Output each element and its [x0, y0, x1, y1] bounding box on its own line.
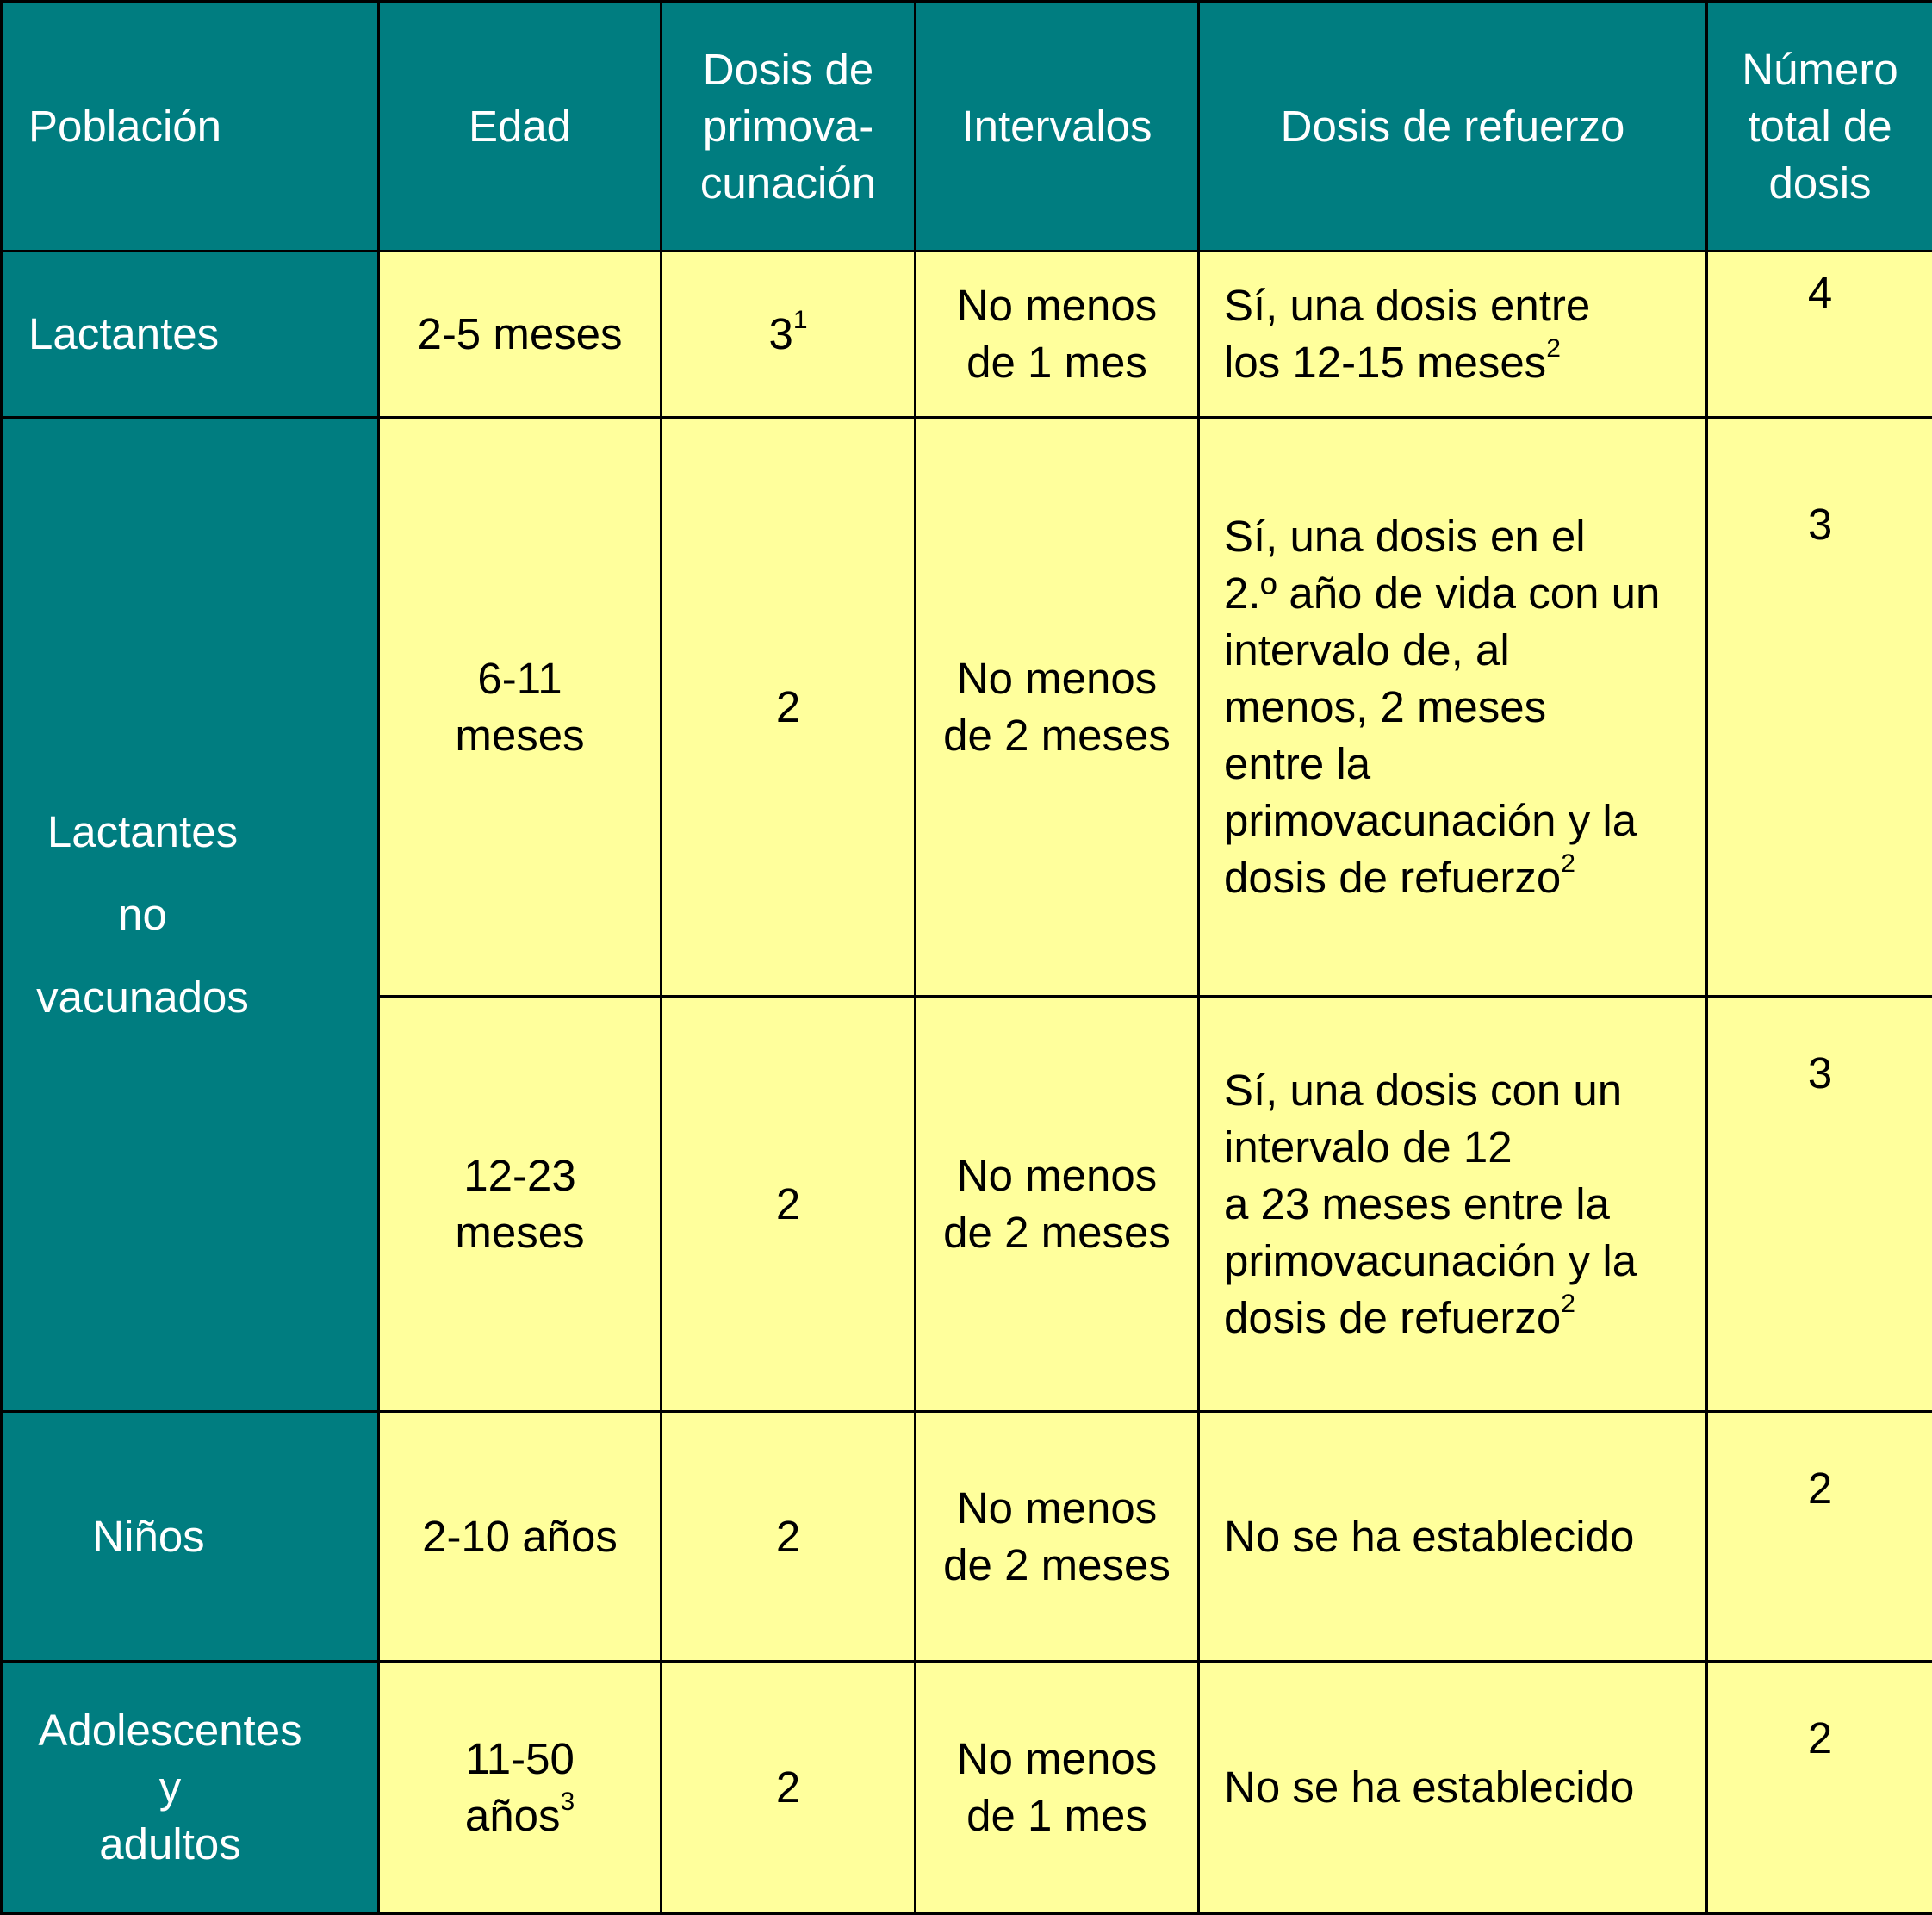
booster-cell	[1199, 252, 1707, 418]
interval-cell: No menos de 2 meses	[916, 997, 1199, 1412]
primary-doses-cell: 2	[662, 418, 916, 997]
primary-doses-value: 3	[768, 309, 792, 358]
age-cell: 2-10 años	[379, 1412, 662, 1662]
header-row	[2, 2, 1932, 252]
population-cell: Lactantes	[2, 252, 379, 418]
age-cell: 2-5 meses	[379, 252, 662, 418]
table-row	[2, 252, 1932, 418]
interval-cell: No menos de 1 mes	[916, 1662, 1199, 1914]
booster-cell: No se ha establecido	[1199, 1412, 1707, 1662]
header-total: Número total de dosis	[1707, 2, 1932, 252]
population-cell: Niños	[2, 1412, 379, 1662]
total-doses-cell: 3	[1707, 997, 1932, 1412]
population-cell: Lactantes no vacunados	[2, 418, 379, 1412]
interval-cell: No menos de 2 meses	[916, 418, 1199, 997]
table-row	[2, 418, 1932, 997]
header-intervalos: Intervalos	[916, 2, 1199, 252]
age-cell: 6-11 meses	[379, 418, 662, 997]
header-refuerzo: Dosis de refuerzo	[1199, 2, 1707, 252]
total-doses-cell: 2	[1707, 1412, 1932, 1662]
interval-cell: No menos de 2 meses	[916, 1412, 1199, 1662]
primary-doses-cell: 2	[662, 997, 916, 1412]
footnote-marker: 2	[1561, 1290, 1575, 1318]
footnote-marker: 2	[1561, 849, 1575, 878]
footnote-marker: 1	[793, 306, 808, 334]
age-cell	[379, 1662, 662, 1914]
age-cell: 12-23 meses	[379, 997, 662, 1412]
total-doses-cell: 2	[1707, 1662, 1932, 1914]
header-edad: Edad	[379, 2, 662, 252]
booster-text: Sí, una dosis entre los 12-15 meses	[1224, 281, 1590, 387]
booster-text: Sí, una dosis con un intervalo de 12 a 23 meses entre la primovacunación y la dosis de refuerzo	[1224, 1066, 1637, 1342]
table-row	[2, 1412, 1932, 1662]
age-text: 11-50 años	[465, 1734, 575, 1840]
population-cell: Adolescentes y adultos	[2, 1662, 379, 1914]
booster-text: Sí, una dosis en el 2.º año de vida con un intervalo de, al menos, 2 meses entre la primovacunación y la dosis de refuerzo	[1224, 512, 1660, 902]
table-row	[2, 1662, 1932, 1914]
primary-doses-cell: 2	[662, 1662, 916, 1914]
primary-doses-cell: 2	[662, 1412, 916, 1662]
header-poblacion: Población	[2, 2, 379, 252]
primary-doses-cell	[662, 252, 916, 418]
header-primovacunacion: Dosis de primova- cunación	[662, 2, 916, 252]
booster-cell	[1199, 997, 1707, 1412]
footnote-marker: 3	[560, 1788, 575, 1816]
total-doses-cell: 4	[1707, 252, 1932, 418]
booster-cell: No se ha establecido	[1199, 1662, 1707, 1914]
total-doses-cell: 3	[1707, 418, 1932, 997]
booster-cell	[1199, 418, 1707, 997]
footnote-marker: 2	[1546, 334, 1561, 363]
interval-cell: No menos de 1 mes	[916, 252, 1199, 418]
